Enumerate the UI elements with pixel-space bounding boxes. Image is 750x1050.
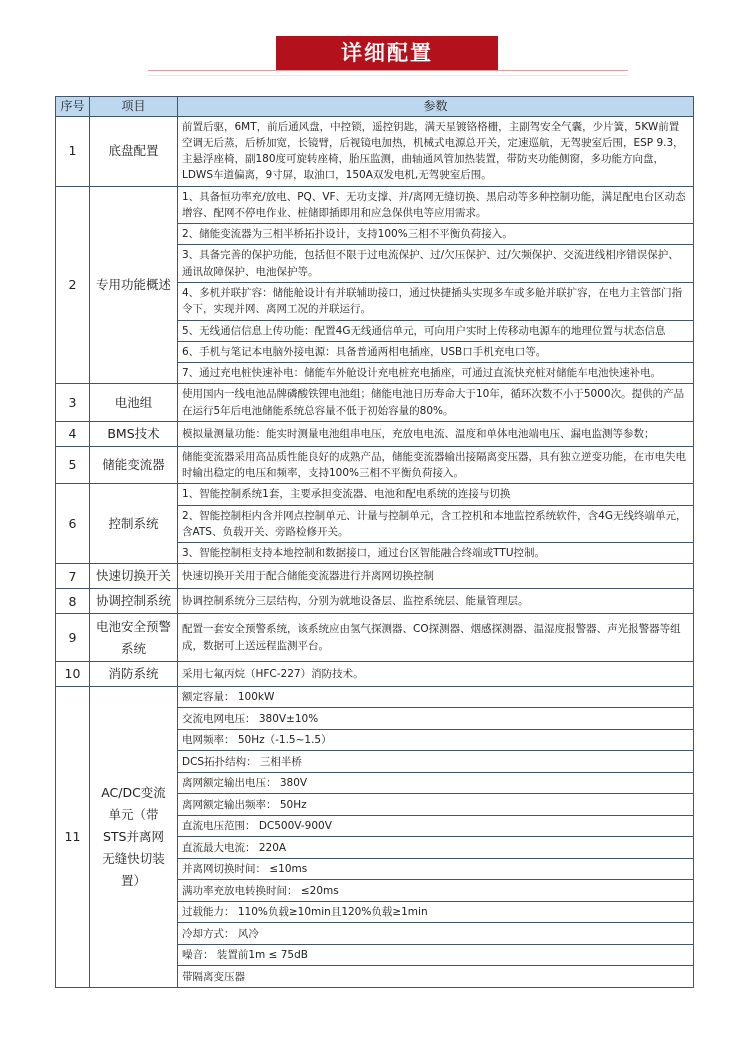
table-row (56, 589, 694, 614)
table-row (56, 484, 694, 505)
row-item: 专用功能概述 (90, 186, 178, 384)
row-number: 4 (56, 421, 90, 446)
row-param: 交流电网电压： 380V±10% (178, 708, 694, 730)
table-header-row (56, 97, 694, 117)
row-item: 电池组 (90, 384, 178, 422)
row-number: 11 (56, 686, 90, 987)
row-param: 2、储能变流器为三相半桥拓扑设计，支持100%三相不平衡负荷接入。 (178, 224, 694, 245)
row-number: 9 (56, 614, 90, 662)
row-param: 过载能力： 110%负载≥10min且120%负载≥1min (178, 901, 694, 923)
row-item: 电池安全预警系统 (90, 614, 178, 662)
row-param: 带隔离变压器 (178, 966, 694, 988)
row-item: AC/DC变流单元（带STS并离网无缝快切装置） (90, 686, 178, 987)
row-param: 直流电压范围： DC500V-900V (178, 815, 694, 837)
page-title: 详细配置 (276, 36, 498, 70)
config-table (55, 96, 694, 988)
table-row (56, 384, 694, 422)
table-row (56, 661, 694, 686)
row-param: 1、具备恒功率充/放电、PQ、VF、无功支撑、并/离网无缝切换、黑启动等多种控制功能，满足配电台区动态增容、配网不停电作业、桩储即插即用和应急保供电等应用需求。 (178, 186, 694, 224)
row-param: 离网额定输出频率： 50Hz (178, 794, 694, 816)
row-param: 4、多机并联扩容：储能舱设计有并联辅助接口，通过快捷插头实现多车或多舱并联扩容，在电力主管部门指令下，实现并网、离网工况的并联运行。 (178, 282, 694, 320)
row-param: 离网额定输出电压： 380V (178, 772, 694, 794)
row-number: 1 (56, 116, 90, 186)
row-item: 协调控制系统 (90, 589, 178, 614)
row-number: 5 (56, 446, 90, 484)
row-param: 模拟量测量功能：能实时测量电池组串电压，充放电电流、温度和单体电池端电压、漏电监测等参数； (178, 421, 694, 446)
row-param: 额定容量： 100kW (178, 686, 694, 708)
row-param: 6、手机与笔记本电脑外接电源：具备普通两相电插座，USB口手机充电口等。 (178, 341, 694, 362)
table-row (56, 421, 694, 446)
row-param: 噪音： 装置前1m ≤ 75dB (178, 944, 694, 966)
row-param: DCS拓扑结构： 三相半桥 (178, 751, 694, 773)
row-number: 8 (56, 589, 90, 614)
row-param: 3、具备完善的保护功能，包括但不限于过电流保护、过/欠压保护、过/欠频保护、交流进线相序错误保护、通讯故障保护、电池保护等。 (178, 245, 694, 283)
row-param: 储能变流器采用高品质性能良好的成熟产品，储能变流器输出接隔离变压器，具有独立逆变功能，在市电失电时输出稳定的电压和频率，支持100%三相不平衡负荷接入。 (178, 446, 694, 484)
row-item: BMS技术 (90, 421, 178, 446)
header-item: 项目 (90, 97, 178, 117)
row-param: 直流最大电流： 220A (178, 837, 694, 859)
row-param: 1、智能控制系统1套，主要承担变流器、电池和配电系统的连接与切换 (178, 484, 694, 505)
row-number: 10 (56, 661, 90, 686)
row-param: 采用七氟丙烷（HFC-227）消防技术。 (178, 661, 694, 686)
row-item: 控制系统 (90, 484, 178, 564)
row-item: 底盘配置 (90, 116, 178, 186)
table-row (56, 116, 694, 186)
row-number: 3 (56, 384, 90, 422)
row-param: 前置后驱，6MT，前后通风盘，中控锁，遥控钥匙，满天星镀铬格栅，主副驾安全气囊，少片簧，5KW前置空调无后蒸，后桥加宽，长镜臂，后视镜电加热，机械式电源总开关，定速巡航，无驾驶室后围，ESP 9.3，主悬浮座椅，副180度可旋转座椅，胎压监测，曲轴通风管加热装置，带防夹功能侧窗，多功能方向盘，LDWS车道偏离，9寸屏，取油口，150A双发电机,无驾驶室后围。 (178, 116, 694, 186)
row-number: 6 (56, 484, 90, 564)
row-param: 满功率充放电转换时间： ≤20ms (178, 880, 694, 902)
row-param: 7、通过充电桩快速补电：储能车外舱设计充电桩充电插座，可通过直流快充桩对储能车电池快速补电。 (178, 363, 694, 384)
row-param: 并离网切换时间： ≤10ms (178, 858, 694, 880)
table-row (56, 446, 694, 484)
row-item: 消防系统 (90, 661, 178, 686)
row-item: 储能变流器 (90, 446, 178, 484)
title-underline (148, 70, 628, 71)
row-param: 协调控制系统分三层结构，分别为就地设备层、监控系统层、能量管理层。 (178, 589, 694, 614)
row-param: 2、智能控制柜内含并网点控制单元、计量与控制单元，含工控机和本地监控系统软件，含4G无线终端单元，含ATS、负载开关、旁路检修开关。 (178, 505, 694, 543)
row-param: 电网频率： 50Hz（-1.5~1.5） (178, 729, 694, 751)
row-param: 使用国内一线电池品牌磷酸铁锂电池组；储能电池日历寿命大于10年，循环次数不小于5000次。提供的产品在运行5年后电池储能系统总容量不低于初始容量的80%。 (178, 384, 694, 422)
header-no: 序号 (56, 97, 90, 117)
row-param: 冷却方式： 风冷 (178, 923, 694, 945)
header-params: 参数 (178, 97, 694, 117)
table-row (56, 186, 694, 224)
row-param: 配置一套安全预警系统，该系统应由氢气探测器、CO探测器、烟感探测器、温湿度报警器、声光报警器等组成，数据可上送远程监测平台。 (178, 614, 694, 662)
row-number: 2 (56, 186, 90, 384)
table-row (56, 686, 694, 708)
row-param: 5、无线通信信息上传功能：配置4G无线通信单元，可向用户实时上传移动电源车的地理位置与状态信息 (178, 320, 694, 341)
row-param: 快速切换开关用于配合储能变流器进行并离网切换控制 (178, 564, 694, 589)
row-item: 快速切换开关 (90, 564, 178, 589)
row-param: 3、智能控制柜支持本地控制和数据接口，通过台区智能融合终端或TTU控制。 (178, 543, 694, 564)
table-row (56, 564, 694, 589)
row-number: 7 (56, 564, 90, 589)
table-row (56, 614, 694, 662)
title-underline-light (148, 75, 628, 76)
